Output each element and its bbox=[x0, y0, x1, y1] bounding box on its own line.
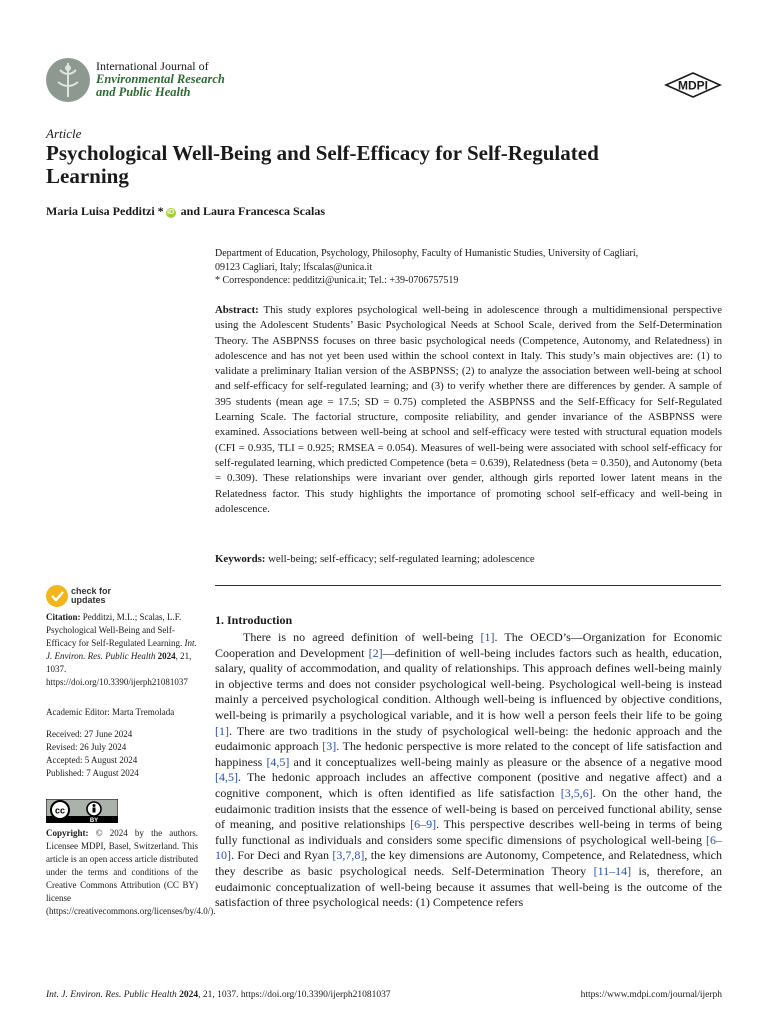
footer-journal: Int. J. Environ. Res. Public Health bbox=[46, 990, 177, 1000]
journal-header bbox=[46, 58, 722, 108]
check-line2: updates bbox=[71, 595, 106, 605]
affiliation bbox=[215, 247, 725, 288]
reference-link[interactable]: [3,7,8] bbox=[332, 848, 365, 863]
citation-journal: Int. J. Environ. Res. Public Health bbox=[46, 638, 197, 661]
footer-journal-url[interactable]: https://www.mdpi.com/journal/ijerph bbox=[580, 990, 722, 1000]
copyright bbox=[46, 827, 216, 918]
body-text: . This perspective describes well-being in terms of being fully functional as individuals and considers some specific dimensions of psychological well-being bbox=[215, 817, 723, 847]
body-text: . The OECD’s—Organization for Economic Cooperation and Development bbox=[215, 630, 722, 660]
reference-link[interactable]: [4,5] bbox=[215, 770, 238, 785]
reference-link[interactable]: [6–10] bbox=[215, 832, 722, 863]
body-text: . For Deci and Ryan bbox=[231, 848, 333, 863]
body-text: . The hedonic perspective is more related to the concept of life satisfaction and happiness bbox=[215, 739, 722, 769]
reference-link[interactable]: [1] bbox=[480, 630, 495, 644]
author-2: and Laura Francesca Scalas bbox=[180, 204, 326, 218]
body-text: . There are two traditions in the study of psychological well-being: the hedonic approach and the eudaimonic approach bbox=[215, 723, 722, 754]
citation-doi[interactable]: , 21, 1037. https://doi.org/10.3390/ijerph21081037 bbox=[46, 651, 192, 687]
citation bbox=[46, 611, 198, 689]
footer-citation bbox=[46, 990, 391, 1000]
body-text: . On the other hand, the eudaimonic tradition insists that the essence of well-being is based on perceived functional ability, sense of meaning, and positive relationships bbox=[215, 785, 722, 832]
keywords-text: well-being; self-efficacy; self-regulated learning; adolescence bbox=[268, 553, 535, 565]
journal-name-line1: International Journal of bbox=[96, 59, 209, 73]
abstract bbox=[215, 303, 722, 517]
academic-editor: Academic Editor: Marta Tremolada bbox=[46, 707, 175, 717]
journal-name-line2: Environmental Research bbox=[96, 72, 225, 86]
keywords-label: Keywords: bbox=[215, 553, 266, 565]
section-heading-introduction: 1. Introduction bbox=[215, 613, 293, 627]
abstract-label: Abstract: bbox=[215, 304, 259, 316]
footer-doi[interactable]: , 21, 1037. https://doi.org/10.3390/ijerph21081037 bbox=[198, 990, 391, 1000]
citation-label: Citation: bbox=[46, 612, 81, 622]
reference-link[interactable]: [3] bbox=[322, 739, 337, 754]
copyright-text: © 2024 by the authors. Licensee MDPI, Basel, Switzerland. This article is an open access article distributed under the terms and conditions of the Creative Commons Attribution (CC BY) license (https://creativecommons.org/licenses/by/4.0/). bbox=[46, 828, 216, 916]
body-text: is, therefore, an eudaimonic conceptualization of well-being because it assumes that well-being is the outcome of the satisfaction of three psychological needs: (1) Competence refers bbox=[215, 863, 722, 910]
svg-text:cc: cc bbox=[54, 805, 66, 816]
publisher-logo-text: MDPI bbox=[678, 78, 708, 93]
cc-by-license-icon[interactable] bbox=[46, 799, 118, 823]
body-text: —definition of well-being includes factors such as health, education, salary, quality of accommodation, and quality of relationships. This approach defines well-being mainly in objective terms and does not consider psychological well-being. Psychological well-being is instead mainly a perceived psychological condition. Although well-being is influenced by objective conditions, well-being is primarily a psychological variable, and it is how well a person feels their life to be going bbox=[215, 645, 722, 722]
correspondence: * Correspondence: pedditzi@unica.it; Tel.: +39-0706757519 bbox=[215, 275, 459, 286]
author-1: Maria Luisa Pedditzi * bbox=[46, 204, 164, 218]
reference-link[interactable]: [3,5,6] bbox=[560, 785, 593, 800]
mdpi-logo-icon bbox=[664, 72, 722, 98]
body-text: and it conceptualizes well-being mainly as pleasure or the absence of a negative mood bbox=[289, 754, 722, 769]
date-published: Published: 7 August 2024 bbox=[46, 768, 139, 778]
page-title: Psychological Well-Being and Self-Efficacy for Self-Regulated Learning bbox=[46, 141, 599, 188]
citation-text: Pedditzi, M.L.; Scalas, L.F. Psychological Well-Being and Self-Efficacy for Self-Regulated Learning. bbox=[46, 612, 183, 648]
author-list bbox=[46, 204, 325, 219]
publication-dates bbox=[46, 728, 198, 780]
introduction-paragraph bbox=[215, 630, 722, 911]
reference-link[interactable]: [4,5] bbox=[266, 754, 290, 769]
orcid-icon[interactable]: iD bbox=[167, 209, 175, 216]
date-accepted: Accepted: 5 August 2024 bbox=[46, 755, 138, 765]
journal-name bbox=[96, 60, 225, 99]
check-for-updates-icon bbox=[46, 585, 68, 607]
journal-name-line3: and Public Health bbox=[96, 85, 191, 99]
affiliation-line: 09123 Cagliari, Italy; lfscalas@unica.it bbox=[215, 261, 373, 273]
journal-logo-icon bbox=[46, 58, 90, 102]
keywords bbox=[215, 552, 722, 567]
date-received: Received: 27 June 2024 bbox=[46, 729, 133, 739]
article-type: Article bbox=[46, 126, 82, 141]
reference-link[interactable]: [6–9] bbox=[410, 817, 437, 832]
check-line1: check for bbox=[71, 586, 112, 596]
reference-link[interactable]: [2] bbox=[368, 645, 383, 660]
check-for-updates[interactable] bbox=[46, 585, 198, 611]
body-text: , the key dimensions are Autonomy, Competence, and Relatedness, which they describe as basic psychological needs. Self-Determination Theory bbox=[215, 848, 723, 878]
divider bbox=[215, 585, 721, 586]
body-text: There is no agreed definition of well-being bbox=[243, 630, 481, 644]
reference-link[interactable]: [1] bbox=[215, 723, 229, 738]
copyright-label: Copyright: bbox=[46, 828, 89, 838]
footer-year: 2024 bbox=[179, 990, 199, 1000]
affiliation-line: Department of Education, Psychology, Philosophy, Faculty of Humanistic Studies, University of Cagliari, bbox=[215, 248, 639, 259]
date-revised: Revised: 26 July 2024 bbox=[46, 742, 127, 752]
cc-by-label: BY bbox=[89, 818, 99, 823]
reference-link[interactable]: [11–14] bbox=[593, 863, 632, 878]
body-text: . The hedonic approach includes an affective component (positive and negative affect) and a cognitive component, which is often identified as life satisfaction bbox=[215, 770, 722, 800]
citation-year: 2024 bbox=[157, 651, 176, 661]
abstract-text: This study explores psychological well-being in adolescence through a multidimensional perspective using the Adolescent Students’ Basic Psychological Needs at School Scale, derived from the Self-Determination Theory. The ASBPNSS focuses on three basic psychological needs (Competence, Autonomy, and Relatedness) in adolescence and has not yet been used within the school context in Italy. This study’s main objectives are: (1) to validate a preliminary Italian version of the ASBPNSS; (2) to analyze the association between well-being at school and self-efficacy for self-regulated learning; and (3) to verify whether there are differences by gender. A sample of 395 students (mean age = 17.5; SD = 0.75) completed the ASBPNSS and the Self-Efficacy for Self-Regulated Learning Scale. The factorial structure, composite reliability, and gender invariance of the ASBPNSS were examined. Associations between well-being at school and self-efficacy were tested with structural equation models (CFI = 0.935, TLI = 0.925; RMSEA = 0.054). Measures of well-being were associated with school self-efficacy for self-regulated learning, which predicted Competence (beta = 0.639), Relatedness (beta = 0.350), and Autonomy (beta = 0.309). These relationships were invariant over gender, although girls reported lower latent means in the Relatedness factor. This study highlights the importance of promoting school self-efficacy and well-being in adolescence. bbox=[215, 304, 722, 515]
